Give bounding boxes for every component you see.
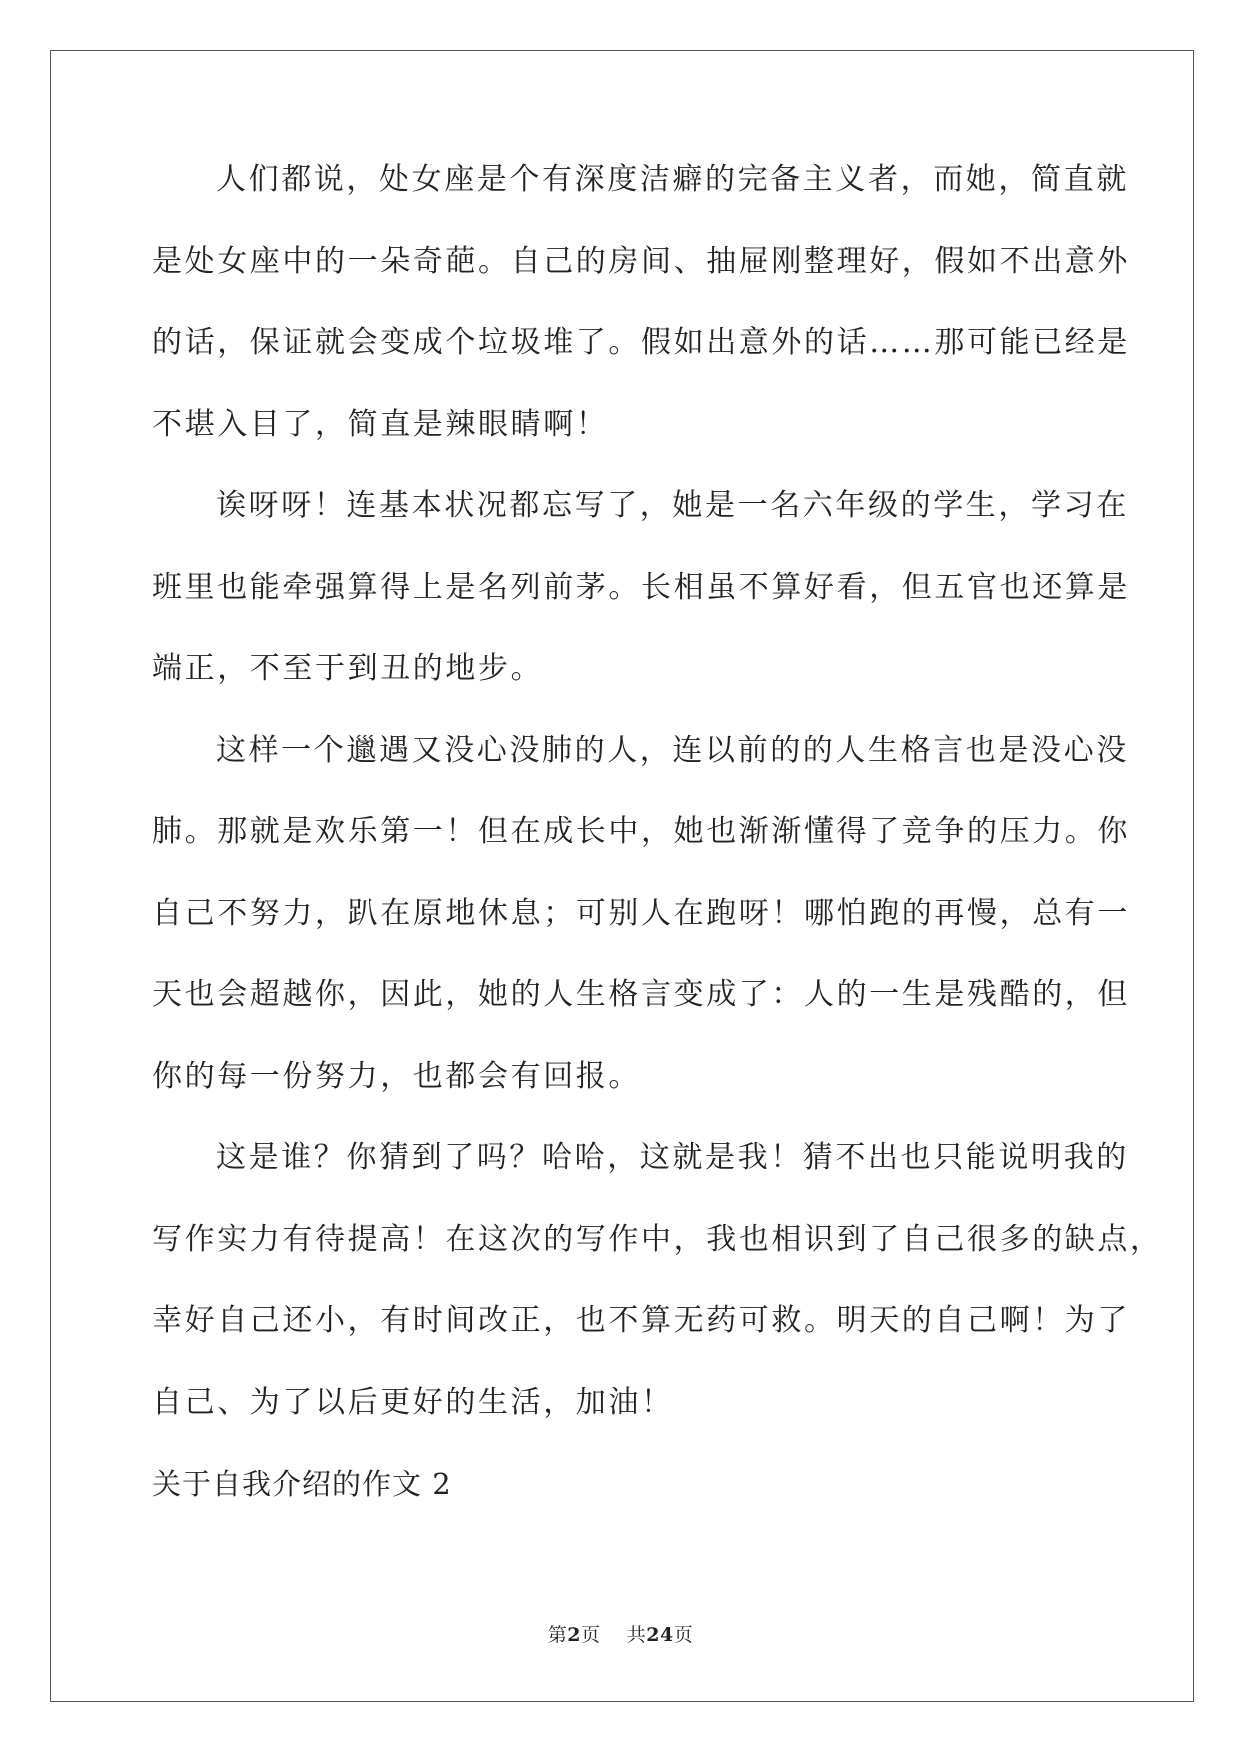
paragraph-4-line-3: 幸好自己还小，有时间改正，也不算无药可救。明天的自己啊！为了 [152,1303,1130,1338]
paragraph-3-line-2: 肺。那就是欢乐第一！但在成长中，她也渐渐懂得了竞争的压力。你 [152,814,1130,849]
footer-total-suffix: 页 [673,1624,694,1646]
paragraph-3-line-1: 这样一个邋遇又没心没肺的人，连以前的的人生格言也是没心没 [216,732,1129,768]
page-footer [0,1620,1241,1647]
paragraph-1-line-3: 的话，保证就会变成个垃圾堆了。假如出意外的话……那可能已经是 [152,325,1130,360]
paragraph-2-line-2: 班里也能牵强算得上是名列前茅。长相虽不算好看，但五官也还算是 [152,569,1130,605]
paragraph-3-line-3: 自己不努力，趴在原地休息；可别人在跑呀！哪怕跑的再慢，总有一 [152,895,1130,931]
footer-page-suffix: 页 [581,1624,601,1646]
footer-page-number: 2 [567,1624,582,1646]
paragraph-3-line-5: 你的每一份努力，也都会有回报。 [152,1058,641,1094]
paragraph-1-line-2: 是处女座中的一朵奇葩。自己的房间、抽屉刚整理好，假如不出意外 [152,243,1130,279]
paragraph-3-line-4: 天也会超越你，因此，她的人生格言变成了：人的一生是残酷的，但 [152,977,1130,1012]
section-heading: 关于自我介绍的作文 2 [152,1467,452,1501]
paragraph-4-line-2: 写作实力有待提高！在这次的写作中，我也相识到了自己很多的缺点， [152,1221,1163,1257]
paragraph-2-line-3: 端正，不至于到丑的地步。 [152,651,544,686]
footer-total-prefix: 共 [626,1624,647,1646]
paragraph-1-line-4: 不堪入目了，简直是辣眼睛啊！ [152,406,609,442]
footer-prefix: 第 [547,1624,568,1646]
paragraph-4-line-4: 自己、为了以后更好的生活，加油！ [152,1384,674,1420]
paragraph-2-line-1: 诶呀呀！连基本状况都忘写了，她是一名六年级的学生，学习在 [216,488,1129,523]
footer-total-pages: 24 [646,1624,674,1646]
document-body [152,160,1163,1546]
paragraph-4-line-1: 这是谁？你猜到了吗？哈哈，这就是我！猜不出也只能说明我的 [216,1140,1129,1175]
paragraph-1-line-1: 人们都说，处女座是个有深度洁癖的完备主义者，而她，简直就 [216,162,1129,197]
